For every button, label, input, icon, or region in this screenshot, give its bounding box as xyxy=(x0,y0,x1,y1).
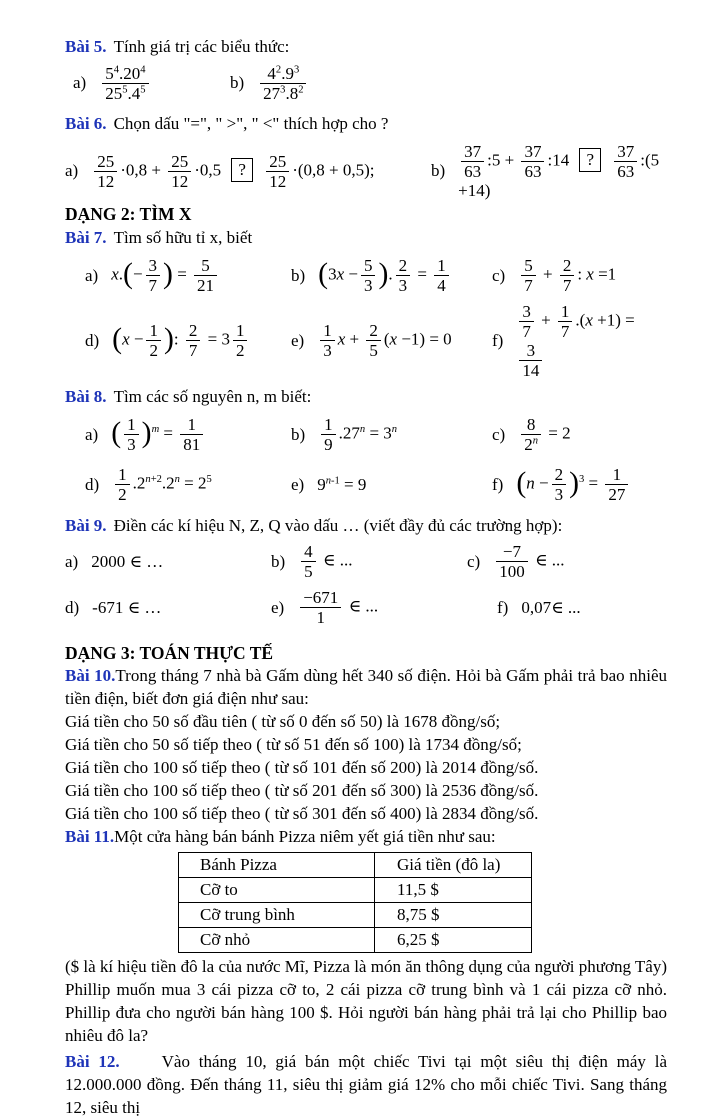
math-expression: $\frac{4}{5}$ ∈ ... xyxy=(298,542,352,581)
math-expression: $\frac{8}{2^n}$ = 2 xyxy=(518,415,570,454)
math-expression: $\frac{25}{12}$ ·0,8 + $\frac{25}{12}$ ·0,5 ? $\frac{25}{12}$ ·(0,8 + 0,5); xyxy=(91,152,374,191)
part-key: a) xyxy=(73,73,87,93)
math-expression: x.(− $\frac{3}{7}$ ) = $\frac{5}{21}$ xyxy=(111,256,220,295)
table-cell-size: Cỡ trung bình xyxy=(179,902,375,927)
table-row xyxy=(179,927,532,952)
part-key: b) xyxy=(291,265,306,285)
math-expression: $\frac{4^2.9^3}{27^3.8^2}$ xyxy=(257,64,309,103)
part-key: d) xyxy=(65,597,80,617)
problem-9-row2 xyxy=(65,586,667,630)
problem-8b xyxy=(291,411,492,459)
problem-9d xyxy=(65,586,271,630)
problem-6a xyxy=(65,152,431,191)
math-expression: 2000 ∈ … xyxy=(91,551,164,571)
problem-9b xyxy=(271,540,467,584)
price-line-1: Giá tiền cho 50 số đầu tiên ( từ số 0 đến số 50) là 1678 đồng/số; xyxy=(65,712,501,732)
math-expression: $\frac{1}{3}$ x + $\frac{2}{5}$ (x −1) = 0 xyxy=(317,321,451,360)
math-expression: $9^{n-1} = 9$ xyxy=(317,474,367,494)
problem-9a xyxy=(65,540,271,584)
problem-9-title: Điền các kí hiệu N, Z, Q vào dấu … (viết đầy đủ các trường hợp): xyxy=(113,515,563,535)
math-expression: $\frac{-7}{100}$ ∈ ... xyxy=(493,542,564,581)
problem-5-title: Tính giá trị các biểu thức: xyxy=(113,37,290,56)
price-line-2: Giá tiền cho 50 số tiếp theo ( từ số 51 đến số 100) là 1734 đồng/số; xyxy=(65,735,522,754)
problem-7c xyxy=(492,252,667,300)
problem-8-row1 xyxy=(65,411,667,459)
price-line-5: Giá tiền cho 100 số tiếp theo ( từ số 301 đến số 400) là 2834 đồng/số. xyxy=(65,803,539,823)
part-key: e) xyxy=(291,330,305,350)
problem-7d xyxy=(85,302,291,380)
problem-6-parts xyxy=(65,142,667,201)
table-cell-price: 11,5 $ xyxy=(375,877,532,902)
part-key: b) xyxy=(291,424,306,444)
problem-11-label: Bài 11. xyxy=(65,826,115,846)
problem-6-heading xyxy=(65,113,667,136)
problem-7-label: Bài 7. xyxy=(65,227,107,247)
part-key: b) xyxy=(271,551,286,571)
math-expression: -671 ∈ … xyxy=(92,597,162,617)
problem-8e xyxy=(291,461,492,509)
problem-9c xyxy=(467,540,667,584)
problem-8-row2 xyxy=(65,461,667,509)
part-key: b) xyxy=(431,161,446,181)
problem-8-title: Tìm các số nguyên n, m biết: xyxy=(113,386,312,406)
table-header-row xyxy=(179,852,532,877)
problem-7a xyxy=(85,252,291,300)
problem-10-text: Trong tháng 7 nhà bà Gấm dùng hết 340 số điện. Hỏi bà Gấm phải trả bao nhiêu tiền điện, biết đơn giá điện như sau: xyxy=(65,666,668,709)
table-cell-price: 8,75 $ xyxy=(375,902,532,927)
problem-8-heading xyxy=(65,386,667,409)
part-key: d) xyxy=(85,330,100,350)
section-heading-dang2: DẠNG 2: TÌM X xyxy=(65,204,192,224)
math-expression: $\frac{-671}{1}$ ∈ ... xyxy=(297,588,378,627)
table-header-price: Giá tiền (đô la) xyxy=(375,852,532,877)
math-expression: (x − $\frac{1}{2}$ ): $\frac{2}{7}$ = 3 $\frac{1}{2}$ xyxy=(112,321,250,360)
math-expression: $\frac{37}{63}$ :5 + $\frac{37}{63}$ :14 ? $\frac{37}{63}$ :(5 +14) xyxy=(458,141,660,200)
part-key: c) xyxy=(467,551,481,571)
problem-9-row1 xyxy=(65,540,667,584)
math-expression: (n − $\frac{2}{3}$ )$^3$ = $\frac{1}{27}$ xyxy=(516,465,631,504)
math-expression: $\frac{3}{7}$ + $\frac{1}{7}$ .(x +1) = $\frac{3}{14}$ xyxy=(516,302,667,380)
problem-12-text: Vào tháng 10, giá bán một chiếc Tivi tại một siêu thị điện máy là 12.000.000 đồng. Đến tháng 11, siêu thị giảm giá 12% cho mỗi chiếc Tivi. Sang tháng 12, siêu thị xyxy=(65,1051,668,1117)
problem-9-label: Bài 9. xyxy=(65,515,107,535)
problem-11-note: ($ là kí hiệu tiền đô la của nước Mĩ, Pizza là món ăn thông dụng của người phương Tây) Phillip muốn mua 3 cái pizza cỡ to, 2 cái pizza cỡ trung bình và 1 cái pizza cỡ nhỏ. Phillip đưa cho người bán hàng 100 $. Hỏi người bán hàng phải trả lại cho Phillip bao nhiêu đô la? xyxy=(65,957,667,1045)
math-expression: $\frac{1}{2}$ $.2^{n+2}.2^n = 2^5$ xyxy=(112,465,212,504)
part-key: f) xyxy=(492,330,504,350)
problem-6b xyxy=(431,142,667,201)
problem-5-label: Bài 5. xyxy=(65,37,107,56)
part-key: b) xyxy=(230,73,245,93)
problem-8f xyxy=(492,461,667,509)
problem-8-label: Bài 8. xyxy=(65,386,107,406)
problem-7f xyxy=(492,302,667,380)
problem-8d xyxy=(85,461,291,509)
table-cell-size: Cỡ to xyxy=(179,877,375,902)
price-line-4: Giá tiền cho 100 số tiếp theo ( từ số 201 đến số 300) là 2536 đồng/số. xyxy=(65,780,539,800)
problem-6-title: Chọn dấu "=", " >", " <" thích hợp cho ? xyxy=(113,114,389,133)
part-key: a) xyxy=(85,424,99,444)
problem-7b xyxy=(291,252,492,300)
problem-12-label: Bài 12. xyxy=(65,1051,120,1071)
section-heading-dang3: DẠNG 3: TOÁN THỰC TẾ xyxy=(65,642,274,663)
math-expression: $\frac{5}{7}$ + $\frac{2}{7}$ : x =1 xyxy=(518,256,616,295)
problem-7-row2 xyxy=(65,302,667,380)
problem-7-heading xyxy=(65,227,667,250)
part-key: f) xyxy=(497,597,509,617)
table-row xyxy=(179,877,532,902)
problem-11-heading xyxy=(65,826,667,849)
problem-12-paragraph xyxy=(65,1051,667,1120)
problem-6-label: Bài 6. xyxy=(65,114,107,133)
problem-11-title: Một cửa hàng bán bánh Pizza niêm yết giá tiền như sau: xyxy=(114,826,496,846)
pizza-price-table xyxy=(178,852,532,953)
problem-5-heading xyxy=(65,36,667,59)
part-key: a) xyxy=(65,161,79,181)
problem-5b xyxy=(230,64,309,103)
problem-5-parts xyxy=(65,64,667,103)
part-key: a) xyxy=(85,265,99,285)
problem-9f xyxy=(467,586,667,630)
math-expression: ( $\frac{1}{3}$ )$^m$ = $\frac{1}{81}$ xyxy=(111,415,206,454)
price-line-3: Giá tiền cho 100 số tiếp theo ( từ số 101 đến số 200) là 2014 đồng/số. xyxy=(65,757,539,777)
part-key: a) xyxy=(65,551,79,571)
part-key: c) xyxy=(492,424,506,444)
table-cell-price: 6,25 $ xyxy=(375,927,532,952)
problem-7e xyxy=(291,302,492,380)
part-key: d) xyxy=(85,474,100,494)
problem-8c xyxy=(492,411,667,459)
part-key: e) xyxy=(271,597,285,617)
table-row xyxy=(179,902,532,927)
problem-9e xyxy=(271,586,467,630)
problem-7-row1 xyxy=(65,252,667,300)
part-key: e) xyxy=(291,474,305,494)
problem-10-paragraph xyxy=(65,665,667,711)
table-cell-size: Cỡ nhỏ xyxy=(179,927,375,952)
problem-9-heading xyxy=(65,515,667,538)
problem-8a xyxy=(85,411,291,459)
math-expression: $\frac{5^4.20^4}{25^5.4^5}$ xyxy=(99,64,151,103)
problem-7-title: Tìm số hữu tỉ x, biết xyxy=(113,227,253,247)
part-key: f) xyxy=(492,474,504,494)
problem-10-label: Bài 10. xyxy=(65,666,116,686)
part-key: c) xyxy=(492,265,506,285)
math-expression: 0,07∈ ... xyxy=(521,597,581,617)
math-expression: (3x − $\frac{5}{3}$ ). $\frac{2}{3}$ = $\frac{1}{4}$ xyxy=(318,256,452,295)
math-expression: $\frac{1}{9}$ $.27^n = 3^n$ xyxy=(318,415,397,454)
table-header-pizza: Bánh Pizza xyxy=(179,852,375,877)
problem-5a xyxy=(73,64,230,103)
